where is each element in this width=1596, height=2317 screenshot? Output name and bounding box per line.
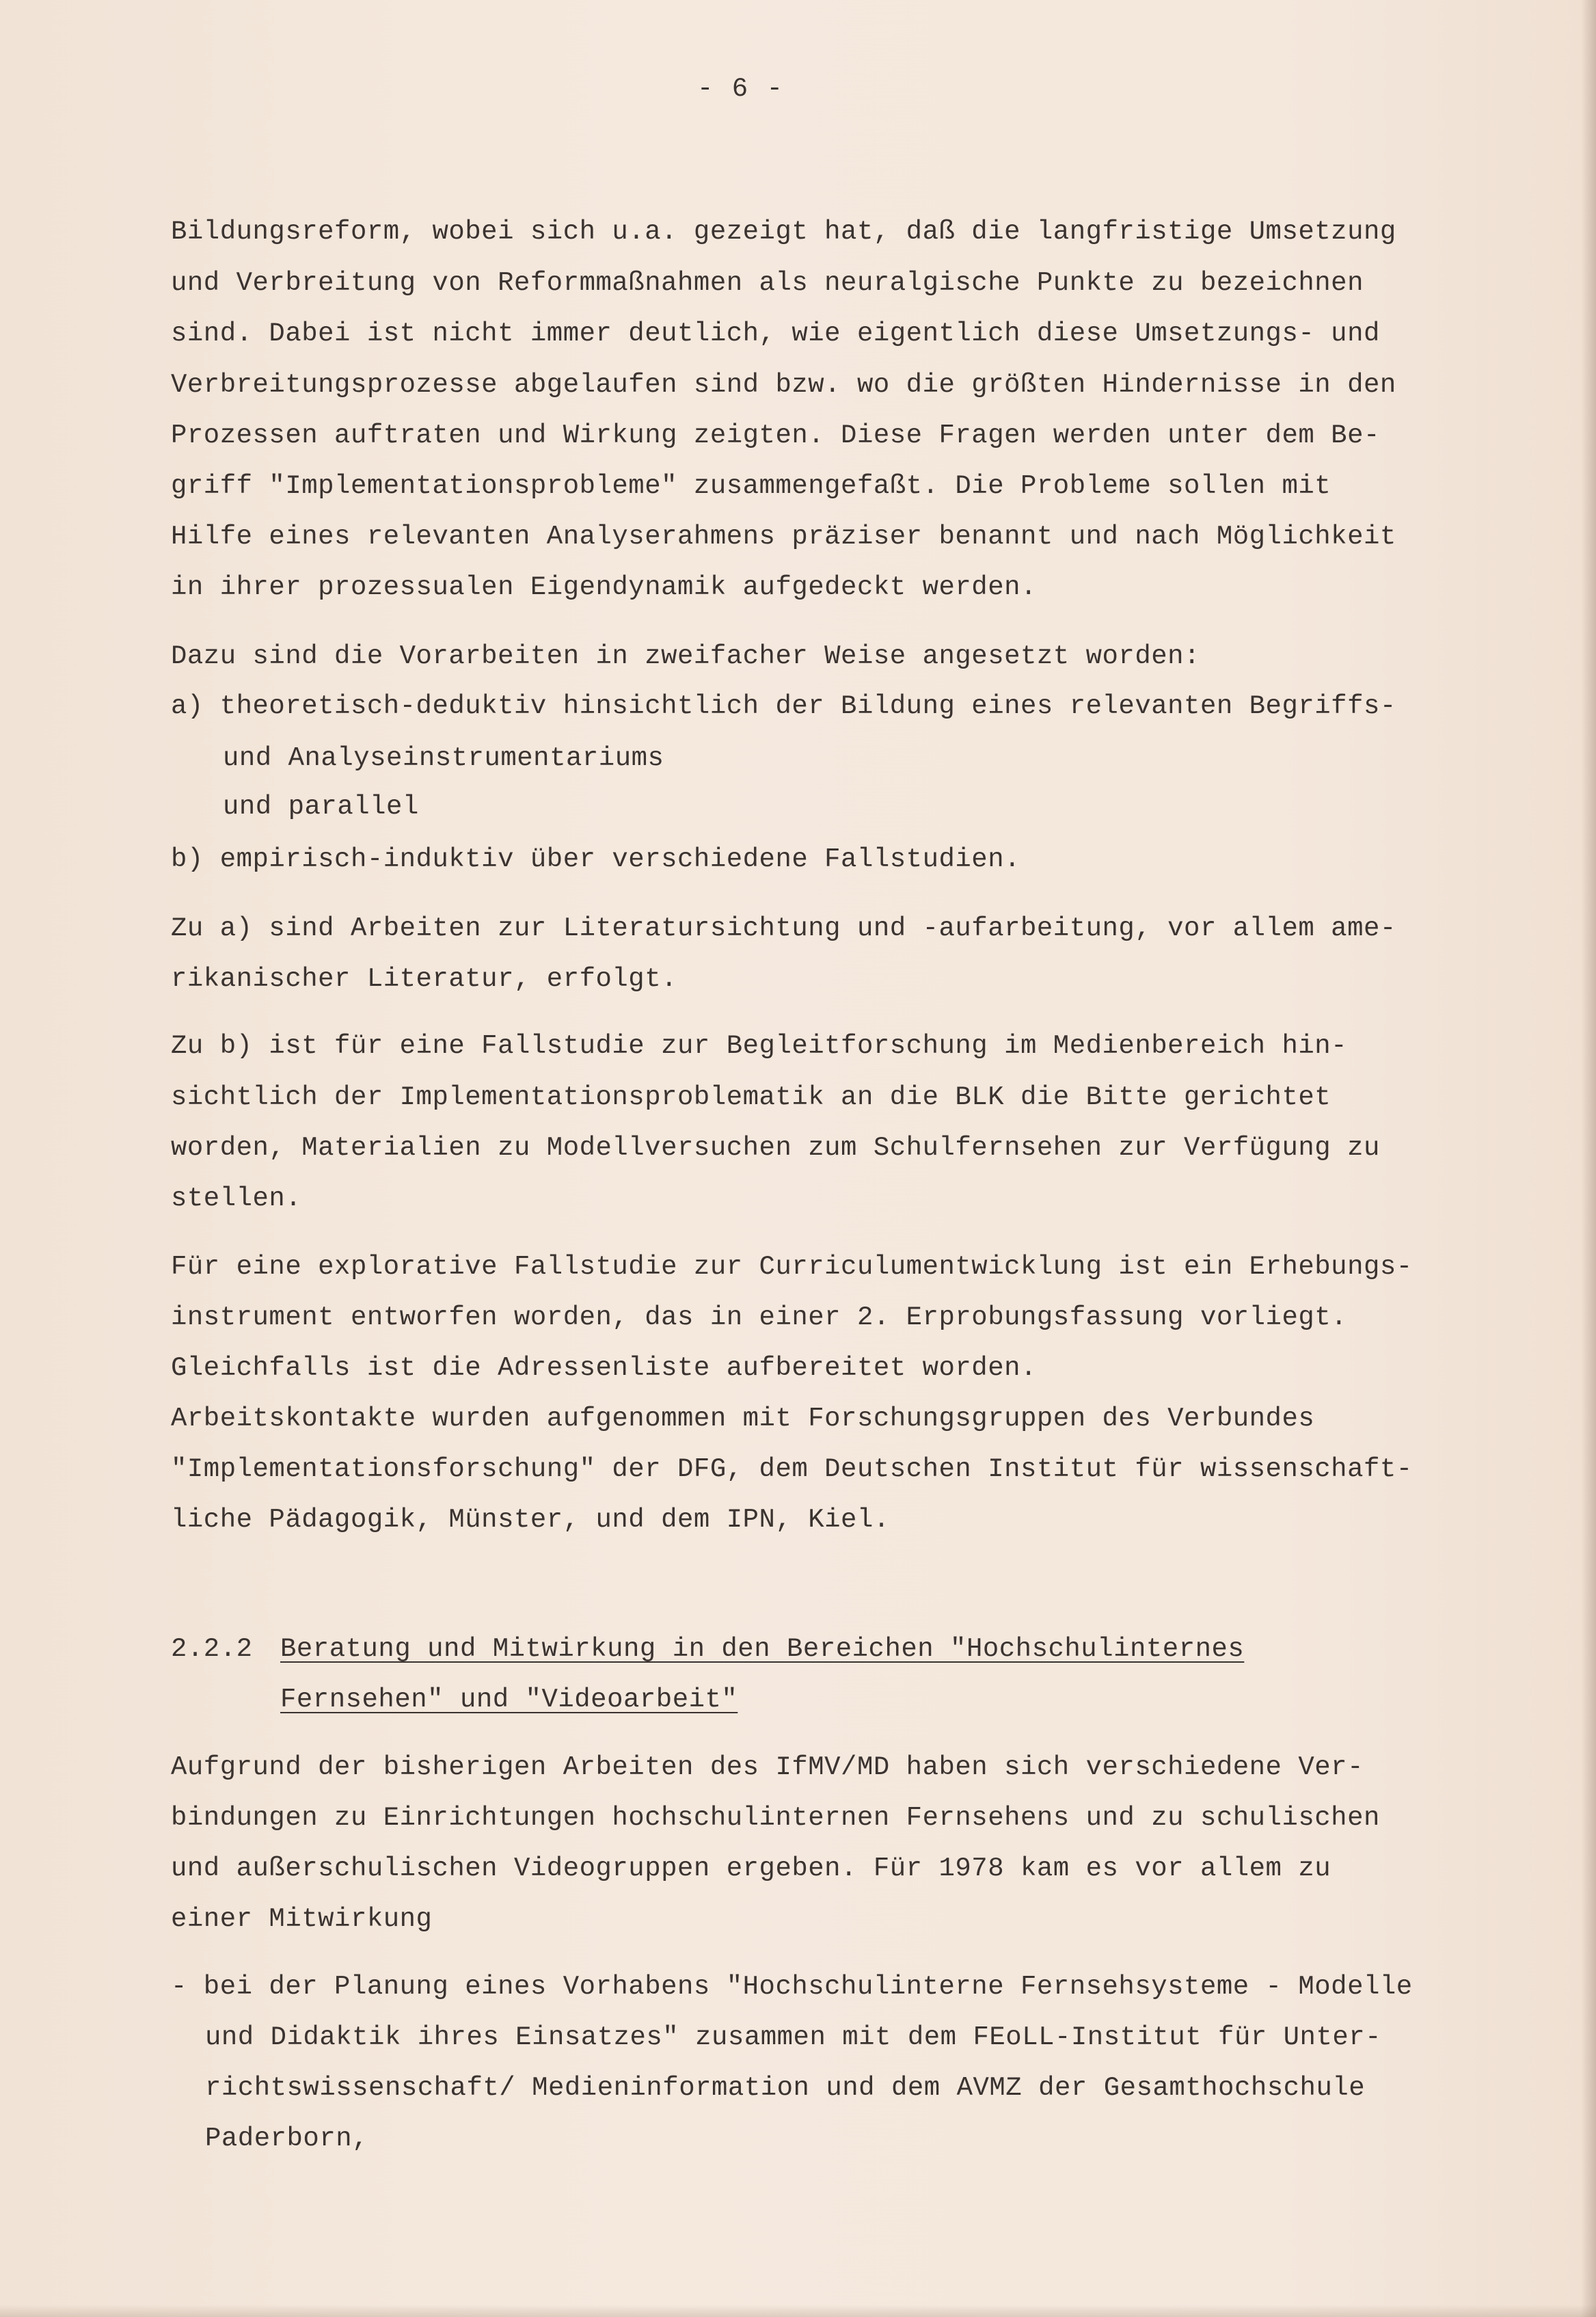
list-item-conjunction: und parallel <box>223 792 419 822</box>
list-item-b: b) empirisch-induktiv über verschiedene Fallstudien. <box>171 844 1020 874</box>
bullet-item: - bei der Planung eines Vorhabens "Hochschulinterne Fernsehsysteme - Modelle <box>171 1972 1413 2002</box>
text-line: Aufgrund der bisherigen Arbeiten des IfMV/MD haben sich verschiedene Ver- <box>171 1752 1364 1782</box>
text-line: Hilfe eines relevanten Analyserahmens präziser benannt und nach Möglichkeit <box>171 522 1396 552</box>
text-line: worden, Materialien zu Modellversuchen zum Schulfernsehen zur Verfügung zu <box>171 1133 1380 1163</box>
text-line: Prozessen auftraten und Wirkung zeigten. Diese Fragen werden unter dem Be- <box>171 420 1380 451</box>
text-line: Dazu sind die Vorarbeiten in zweifacher Weise angesetzt worden: <box>171 641 1200 671</box>
text-line: liche Pädagogik, Münster, und dem IPN, Kiel. <box>171 1505 890 1535</box>
text-line: sind. Dabei ist nicht immer deutlich, wie eigentlich diese Umsetzungs- und <box>171 319 1380 349</box>
text-line: in ihrer prozessualen Eigendynamik aufgedeckt werden. <box>171 572 1037 602</box>
text-line: Zu a) sind Arbeiten zur Literatursichtung und -aufarbeitung, vor allem ame- <box>171 913 1396 943</box>
bullet-item-continuation: Paderborn, <box>205 2124 369 2154</box>
page-number: - 6 - <box>697 74 785 104</box>
page-edge-shadow <box>1581 0 1596 2317</box>
bullet-item-continuation: richtswissenschaft/ Medieninformation und dem AVMZ der Gesamthochschule <box>205 2073 1366 2103</box>
text-line: Arbeitskontakte wurden aufgenommen mit Forschungsgruppen des Verbundes <box>171 1404 1315 1434</box>
text-line: Verbreitungsprozesse abgelaufen sind bzw. wo die größten Hindernisse in den <box>171 370 1396 400</box>
section-heading-continuation: Fernsehen" und "Videoarbeit" <box>280 1685 738 1715</box>
text-line: Für eine explorative Fallstudie zur Curriculumentwicklung ist ein Erhebungs- <box>171 1252 1413 1282</box>
text-line: Bildungsreform, wobei sich u.a. gezeigt hat, daß die langfristige Umsetzung <box>171 217 1396 247</box>
text-line: Zu b) ist für eine Fallstudie zur Begleitforschung im Medienbereich hin- <box>171 1031 1348 1061</box>
text-line: einer Mitwirkung <box>171 1904 433 1934</box>
text-line: rikanischer Literatur, erfolgt. <box>171 964 678 994</box>
list-item-a-continuation: und Analyseinstrumentariums <box>223 743 664 773</box>
text-line: bindungen zu Einrichtungen hochschulinternen Fernsehens und zu schulischen <box>171 1803 1380 1833</box>
section-heading: Beratung und Mitwirkung in den Bereichen "Hochschulinternes <box>280 1634 1245 1664</box>
text-line: Gleichfalls ist die Adressenliste aufbereitet worden. <box>171 1353 1037 1383</box>
page-bottom-shadow <box>0 2305 1596 2317</box>
section-number: 2.2.2 <box>171 1634 253 1664</box>
bullet-item-continuation: und Didaktik ihres Einsatzes" zusammen mit dem FEoLL-Institut für Unter- <box>205 2022 1382 2052</box>
text-line: und außerschulischen Videogruppen ergeben. Für 1978 kam es vor allem zu <box>171 1853 1331 1884</box>
text-line: sichtlich der Implementationsproblematik an die BLK die Bitte gerichtet <box>171 1082 1331 1112</box>
list-item-a: a) theoretisch-deduktiv hinsichtlich der Bildung eines relevanten Begriffs- <box>171 691 1396 721</box>
text-line: und Verbreitung von Reformmaßnahmen als neuralgische Punkte zu bezeichnen <box>171 268 1364 298</box>
text-line: "Implementationsforschung" der DFG, dem Deutschen Institut für wissenschaft- <box>171 1454 1413 1484</box>
text-line: griff "Implementationsprobleme" zusammengefaßt. Die Probleme sollen mit <box>171 471 1331 501</box>
text-line: instrument entworfen worden, das in einer 2. Erprobungsfassung vorliegt. <box>171 1302 1348 1332</box>
text-line: stellen. <box>171 1183 302 1214</box>
